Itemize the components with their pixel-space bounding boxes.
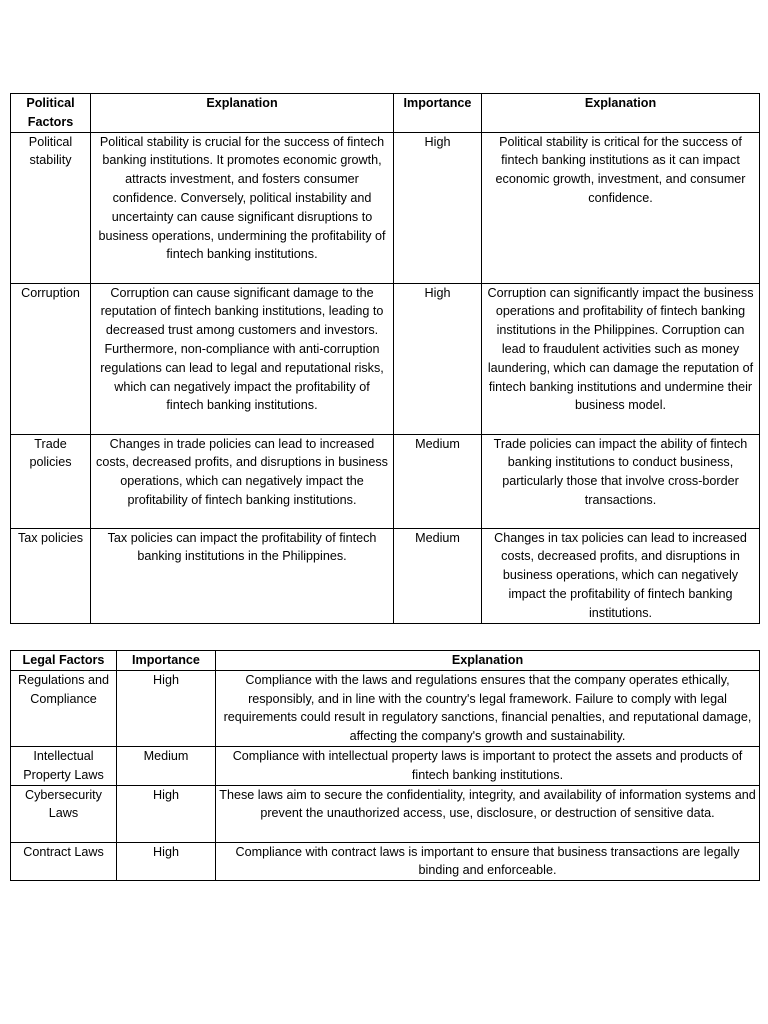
importance-cell: Medium xyxy=(117,746,216,785)
importance-cell: High xyxy=(394,283,482,434)
political-factors-table xyxy=(10,93,760,624)
factor-cell: Intellectual Property Laws xyxy=(11,746,117,785)
factor-cell: Trade policies xyxy=(11,434,91,528)
table-row xyxy=(11,434,760,528)
header-importance: Importance xyxy=(117,651,216,671)
header-explanation: Explanation xyxy=(216,651,760,671)
factor-cell: Tax policies xyxy=(11,528,91,623)
legal-factors-table xyxy=(10,650,760,881)
explanation-cell: Corruption can cause significant damage to the reputation of fintech banking institutions, leading to decreased trust among customers and investors. Furthermore, non-compliance with anti-corruption regulations can lead to legal and reputational risks, which can negatively impact the profitability of fintech banking institutions. xyxy=(91,283,394,434)
explanation-cell: Changes in trade policies can lead to increased costs, decreased profits, and disruptions in business operations, which can negatively impact the profitability of fintech banking institutions. xyxy=(91,434,394,528)
table-header-row xyxy=(11,94,760,133)
importance-cell: High xyxy=(117,842,216,881)
table-row xyxy=(11,132,760,283)
table-row xyxy=(11,283,760,434)
table-row xyxy=(11,670,760,746)
factor-cell: Regulations and Compliance xyxy=(11,670,117,746)
explanation-cell: Tax policies can impact the profitability of fintech banking institutions in the Philippines. xyxy=(91,528,394,623)
factor-cell: Corruption xyxy=(11,283,91,434)
explanation-cell: Compliance with contract laws is important to ensure that business transactions are legally binding and enforceable. xyxy=(216,842,760,881)
explanation-2-cell: Changes in tax policies can lead to increased costs, decreased profits, and disruptions in business operations, which can negatively impact the profitability of fintech banking institutions. xyxy=(482,528,760,623)
header-explanation: Explanation xyxy=(91,94,394,133)
header-importance: Importance xyxy=(394,94,482,133)
explanation-2-cell: Trade policies can impact the ability of fintech banking institutions to conduct business, particularly those that involve cross-border transactions. xyxy=(482,434,760,528)
importance-cell: High xyxy=(394,132,482,283)
importance-cell: Medium xyxy=(394,434,482,528)
header-political-factors: Political Factors xyxy=(11,94,91,133)
table-row xyxy=(11,785,760,842)
table-row xyxy=(11,746,760,785)
header-legal-factors: Legal Factors xyxy=(11,651,117,671)
factor-cell: Cybersecurity Laws xyxy=(11,785,117,842)
explanation-cell: Compliance with the laws and regulations ensures that the company operates ethically, responsibly, and in line with the country's legal framework. Failure to comply with legal requirements could result in regulatory sanctions, financial penalties, and reputational damage, affecting the company's growth and sustainability. xyxy=(216,670,760,746)
importance-cell: Medium xyxy=(394,528,482,623)
importance-cell: High xyxy=(117,670,216,746)
importance-cell: High xyxy=(117,785,216,842)
explanation-cell: Political stability is crucial for the success of fintech banking institutions. It promotes economic growth, attracts investment, and fosters consumer confidence. Conversely, political instability and uncertainty can cause significant disruptions to business operations, undermining the profitability of fintech banking institutions. xyxy=(91,132,394,283)
table-row xyxy=(11,528,760,623)
factor-cell: Contract Laws xyxy=(11,842,117,881)
explanation-2-cell: Corruption can significantly impact the business operations and profitability of fintech banking institutions in the Philippines. Corruption can lead to fraudulent activities such as money laundering, which can damage the reputation of fintech banking institutions and undermine their business model. xyxy=(482,283,760,434)
explanation-cell: Compliance with intellectual property laws is important to protect the assets and products of fintech banking institutions. xyxy=(216,746,760,785)
table-row xyxy=(11,842,760,881)
explanation-cell: These laws aim to secure the confidentiality, integrity, and availability of information systems and prevent the unauthorized access, use, disclosure, or destruction of sensitive data. xyxy=(216,785,760,842)
explanation-2-cell: Political stability is critical for the success of fintech banking institutions as it can impact economic growth, investment, and consumer confidence. xyxy=(482,132,760,283)
factor-cell: Political stability xyxy=(11,132,91,283)
header-explanation-2: Explanation xyxy=(482,94,760,133)
table-header-row xyxy=(11,651,760,671)
